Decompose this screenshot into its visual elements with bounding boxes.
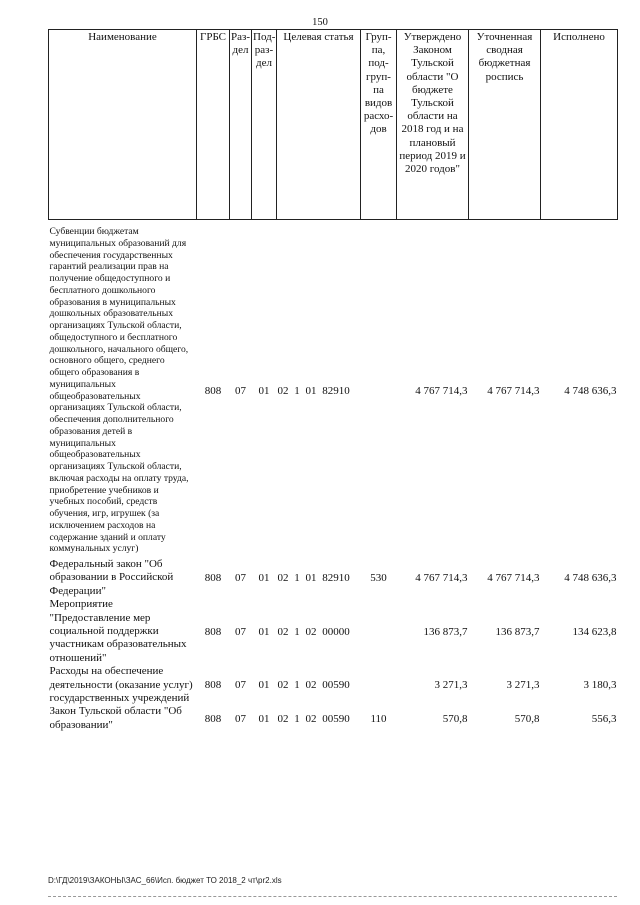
header-refined: Уточненная сводная бюджетная роспись xyxy=(469,30,541,220)
table-header-row xyxy=(49,30,618,220)
row-section: 07 xyxy=(235,384,246,397)
header-target: Целевая статья xyxy=(277,30,361,220)
row-executed: 556,3 xyxy=(591,712,617,725)
row-refined: 136 873,7 xyxy=(495,625,540,638)
file-path-footer: D:\ГД\2019\ЗАКОНЫ\ЗАС_66\Исп. бюджет ТО 2018_2 чт\pr2.xls xyxy=(48,876,282,885)
row-refined: 570,8 xyxy=(514,712,540,725)
row-section: 07 xyxy=(235,625,246,638)
row-approved: 136 873,7 xyxy=(423,625,468,638)
row-refined: 4 767 714,3 xyxy=(487,572,540,585)
row-subsection: 01 xyxy=(258,572,270,585)
table-row xyxy=(49,665,618,705)
row-group: 530 xyxy=(370,572,387,585)
row-target: 02 1 02 00000 xyxy=(277,625,350,638)
row-section: 07 xyxy=(235,712,246,725)
header-name: Наименование xyxy=(49,30,197,220)
row-group xyxy=(361,598,397,665)
header-executed: Исполнено xyxy=(541,30,618,220)
table-row xyxy=(49,705,618,732)
row-refined: 4 767 714,3 xyxy=(487,384,540,397)
row-group xyxy=(361,665,397,705)
row-executed: 4 748 636,3 xyxy=(564,572,617,585)
row-subsection: 01 xyxy=(258,712,270,725)
row-group: 110 xyxy=(370,712,387,725)
row-approved: 3 271,3 xyxy=(434,679,468,692)
row-refined: 3 271,3 xyxy=(506,679,540,692)
row-target: 02 1 01 82910 xyxy=(277,384,350,397)
header-section: Раз-дел xyxy=(230,30,252,220)
row-executed: 3 180,3 xyxy=(583,679,617,692)
row-grbs: 808 xyxy=(204,679,222,692)
page-number: 150 xyxy=(312,17,328,28)
row-name: Расходы на обеспечение деятельности (оказание услуг) государственных учреждений xyxy=(49,665,193,705)
table-row xyxy=(49,598,618,665)
row-executed: 134 623,8 xyxy=(572,625,617,638)
row-target: 02 1 02 00590 xyxy=(277,679,350,692)
header-subsection: Под-раз-дел xyxy=(252,30,277,220)
row-subsection: 01 xyxy=(258,625,270,638)
row-grbs: 808 xyxy=(204,384,222,397)
row-approved: 570,8 xyxy=(442,712,468,725)
row-target: 02 1 02 00590 xyxy=(277,712,350,725)
row-approved: 4 767 714,3 xyxy=(415,572,468,585)
row-name: Субвенции бюджетам муниципальных образований для обеспечения государственных гарантий реализации прав на получение общедоступного и бесплатного дошкольного образования в муниципальных дошкольных образовательных организациях Тульской области, общедоступного и бесплатного дошкольного, начального общего, основного общего, среднего общего образования в муниципальных общеобразовательных организациях Тульской области, обеспечения дополнительного образования детей в муниципальных общеобразовательных организациях Тульской области, включая расходы на оплату труда, приобретение учебников и учебных пособий, средств обучения, игр, игрушек (за исключением расходов на содержание зданий и оплату коммунальных услуг) xyxy=(49,226,189,555)
header-grbs: ГРБС xyxy=(197,30,230,220)
table-row xyxy=(49,558,618,598)
header-group: Груп-па, под-груп-па видов расхо-дов xyxy=(361,30,397,220)
header-approved: Утверждено Законом Тульской области "О бюджете Тульской области на 2018 год и на плановый период 2019 и 2020 годов" xyxy=(397,30,469,220)
row-grbs: 808 xyxy=(204,625,222,638)
table-row xyxy=(49,226,618,555)
budget-table xyxy=(48,29,618,732)
row-name: Федеральный закон "Об образовании в Российской Федерации" xyxy=(49,558,174,597)
row-section: 07 xyxy=(235,679,246,692)
row-executed: 4 748 636,3 xyxy=(564,384,617,397)
row-subsection: 01 xyxy=(258,679,270,692)
page-edge-divider xyxy=(48,896,617,897)
row-target: 02 1 01 82910 xyxy=(277,572,350,585)
row-name: Закон Тульской области "Об образовании" xyxy=(49,705,182,731)
row-approved: 4 767 714,3 xyxy=(415,384,468,397)
row-grbs: 808 xyxy=(204,712,222,725)
row-section: 07 xyxy=(235,572,246,585)
row-name: Мероприятие "Предоставление мер социальной поддержки участникам образовательных отношений" xyxy=(49,598,187,664)
row-grbs: 808 xyxy=(204,572,222,585)
row-group xyxy=(361,226,397,555)
row-subsection: 01 xyxy=(258,384,270,397)
